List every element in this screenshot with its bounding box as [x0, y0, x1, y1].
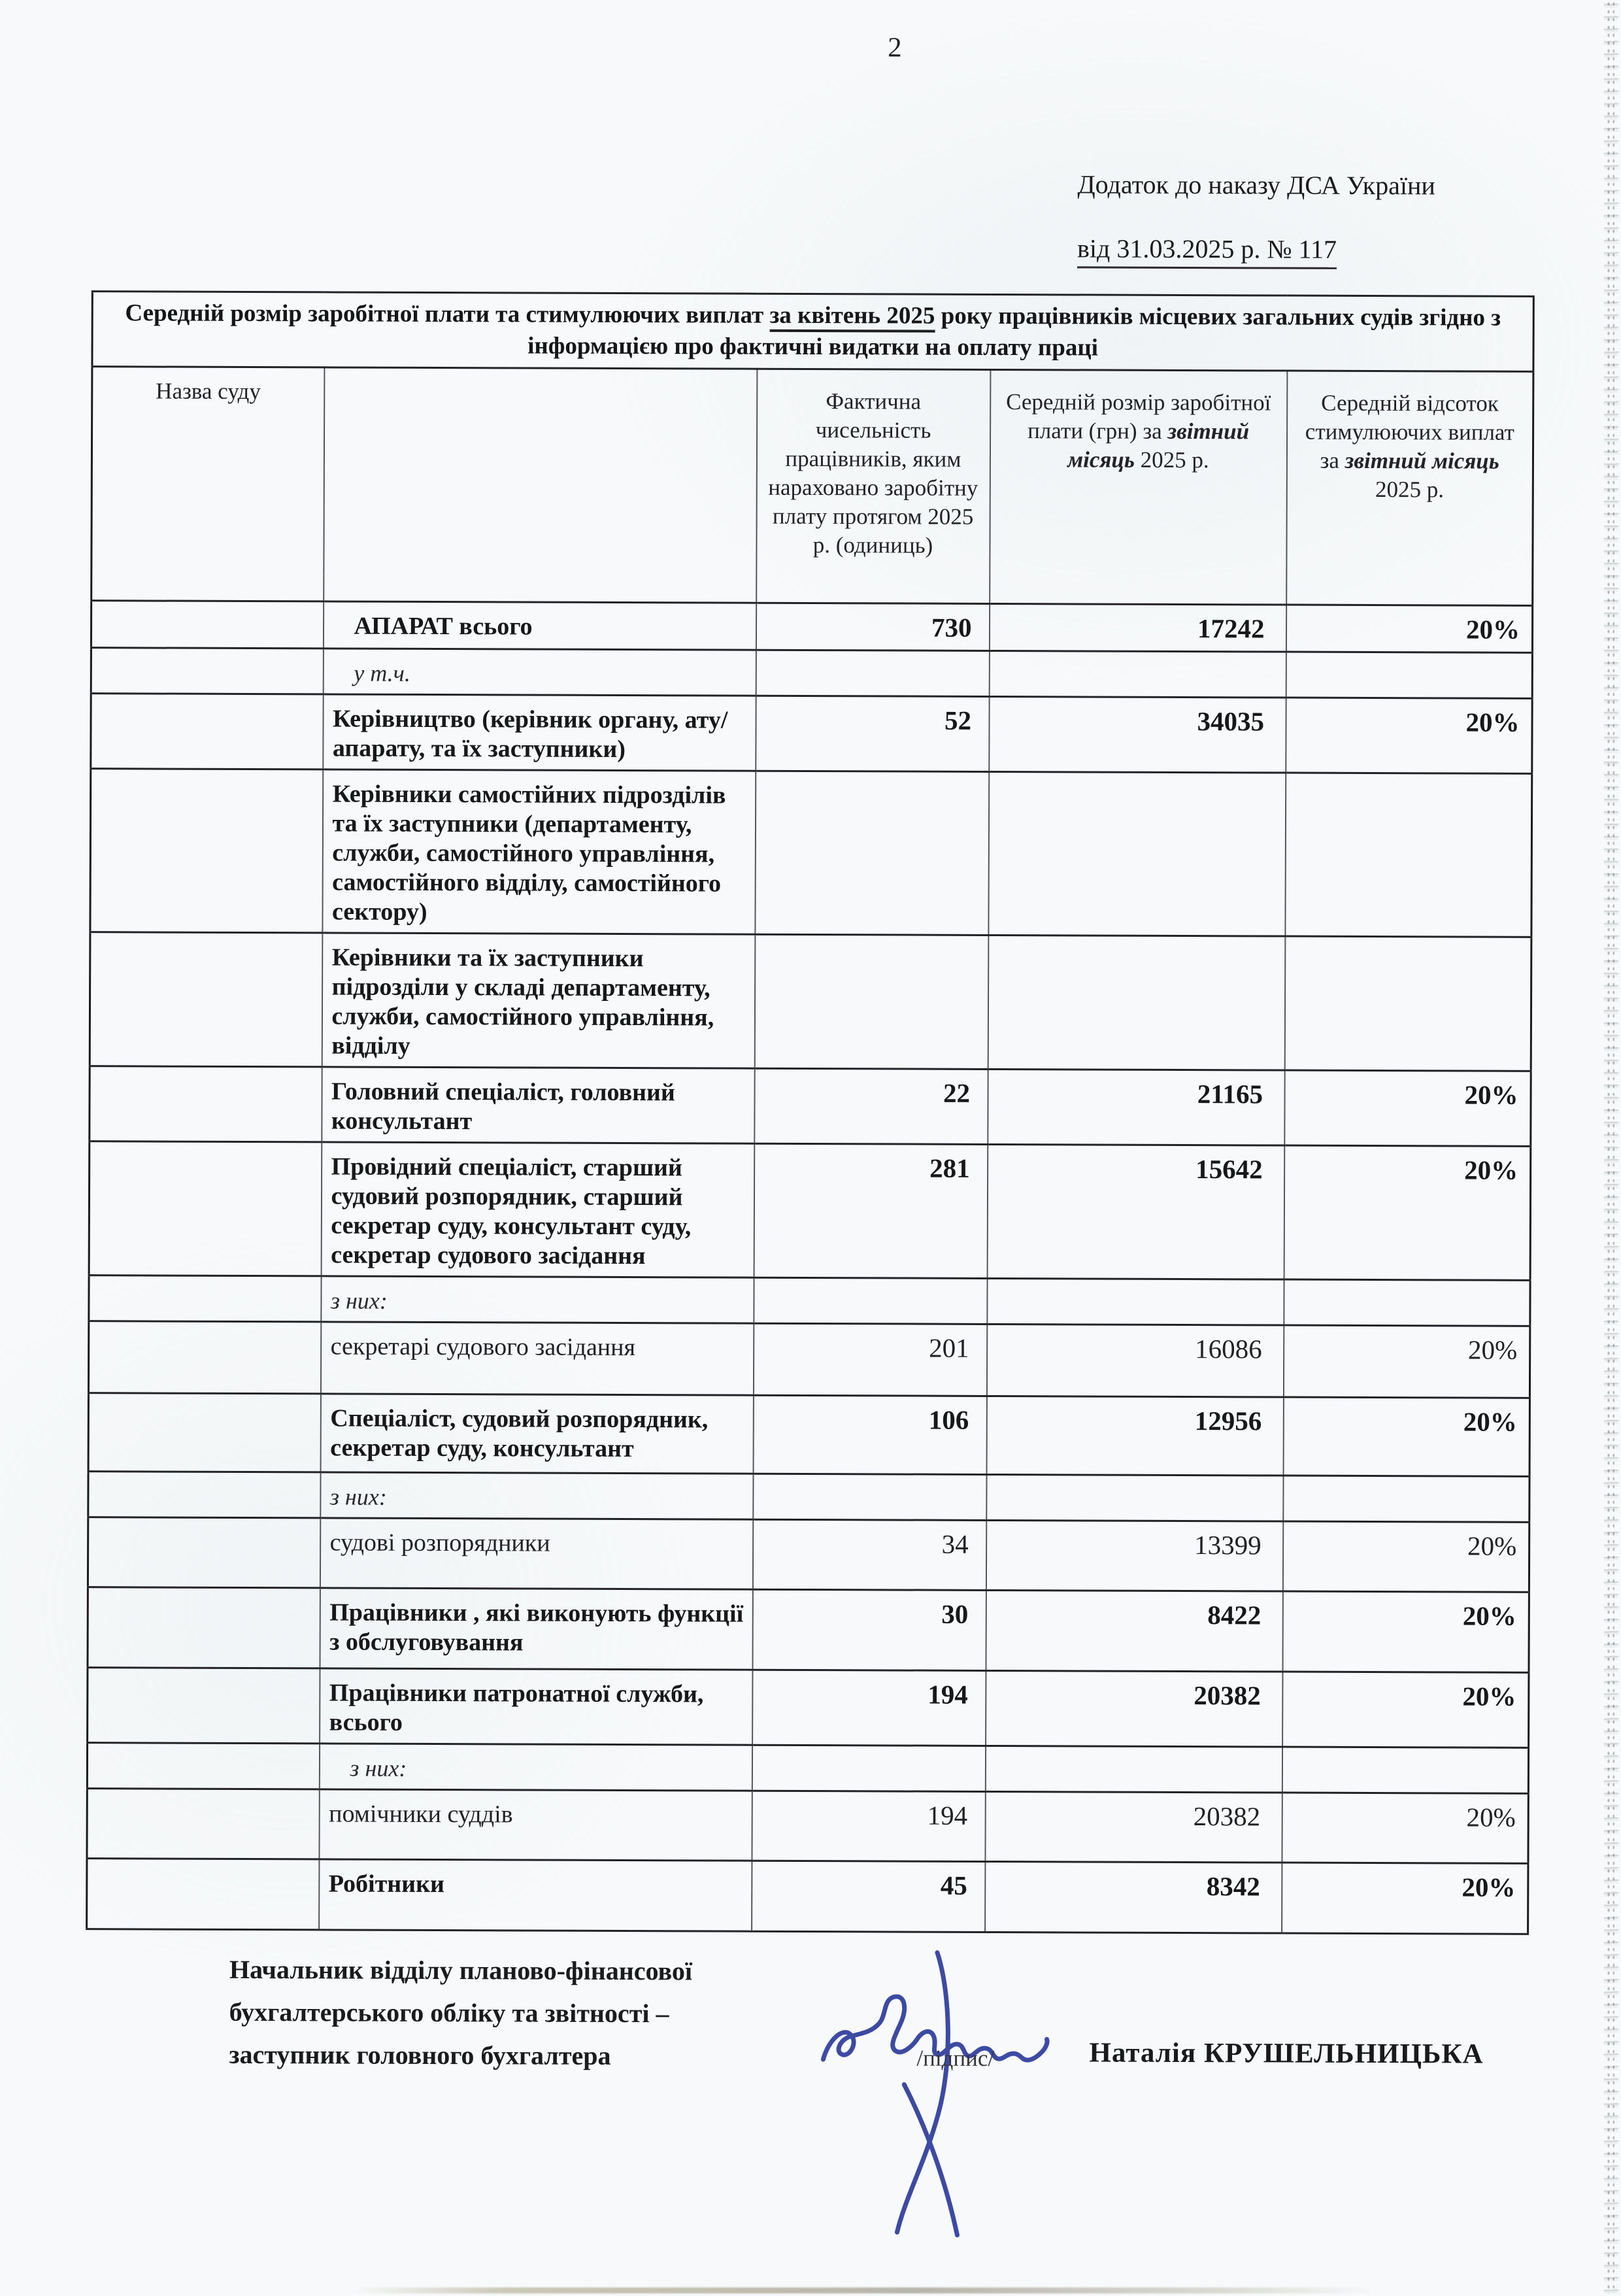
court-name-cell: [88, 1393, 320, 1472]
salary-report-table: [86, 290, 1535, 1935]
text-segment: 2025 р.: [1134, 447, 1209, 473]
table-row: [90, 769, 1532, 937]
avg-salary-cell: [985, 1746, 1282, 1793]
row-label-cell: Керівники та їх заступники підрозділи у складі департаменту, служби, самостійного управління, відділу: [322, 933, 755, 1068]
headcount-cell: 106: [753, 1395, 986, 1474]
stimulation-percent-cell: [1285, 773, 1532, 937]
signer-position-line: бухгалтерського обліку та звітності –: [229, 1997, 669, 2029]
headcount-cell: [755, 771, 989, 935]
column-header-2: [324, 367, 757, 603]
court-name-cell: [91, 601, 323, 649]
column-header-3: Фактична чисельність працівників, яким нараховано заробітну плату протягом 2025 р. (одиниць): [756, 369, 990, 603]
stimulation-percent-cell: [1282, 1747, 1528, 1793]
headcount-cell: 22: [754, 1068, 988, 1144]
row-label-cell: Керівники самостійних підрозділів та їх заступники (департаменту, служби, самостійного управління, самостійного відділу, самостійного сектору): [322, 769, 756, 934]
headcount-cell: 52: [756, 696, 989, 771]
court-name-cell: [88, 1472, 320, 1518]
table-row: [90, 1066, 1531, 1147]
avg-salary-cell: 12956: [986, 1396, 1283, 1476]
stimulation-percent-cell: 20%: [1282, 1672, 1529, 1747]
avg-salary-cell: 8342: [985, 1861, 1282, 1933]
table-row: [88, 1393, 1529, 1477]
stimulation-percent-cell: [1283, 1476, 1529, 1522]
row-label-cell: з них:: [319, 1744, 752, 1791]
headcount-cell: [756, 650, 989, 696]
avg-salary-cell: 20382: [986, 1670, 1282, 1747]
row-label-cell: секретарі судового засідання: [320, 1322, 753, 1395]
table-row: [89, 1275, 1530, 1326]
table-row: [89, 1141, 1531, 1281]
headcount-cell: 194: [752, 1791, 985, 1861]
column-header-4: [990, 369, 1287, 605]
court-name-cell: [89, 1275, 321, 1322]
court-name-cell: [90, 932, 322, 1067]
column-header-row: [92, 367, 1533, 606]
avg-salary-cell: 13399: [986, 1520, 1282, 1591]
avg-salary-cell: [989, 650, 1286, 698]
stimulation-percent-cell: 20%: [1284, 1070, 1531, 1146]
row-label-cell: Спеціаліст, судовий розпорядник, секретар суду, консультант: [320, 1394, 753, 1474]
court-name-cell: [91, 694, 323, 769]
stimulation-percent-cell: 20%: [1286, 698, 1532, 773]
appendix-note: [1077, 169, 1435, 269]
headcount-cell: 201: [753, 1323, 986, 1396]
court-name-cell: [88, 1517, 320, 1588]
avg-salary-cell: 15642: [987, 1144, 1284, 1279]
text-segment: 2025 р.: [1375, 477, 1445, 503]
court-name-cell: [89, 1141, 322, 1276]
avg-salary-cell: [988, 771, 1286, 936]
signature-caption: /підпис/: [916, 2045, 995, 2071]
row-label-cell: Працівники , які виконують функції з обслуговування: [320, 1588, 752, 1670]
signer-name: Наталія КРУШЕЛЬНИЦЬКА: [1089, 2037, 1484, 2070]
row-label-cell: з них:: [320, 1472, 753, 1519]
page-number: 2: [888, 32, 902, 63]
text-segment: Середній відсоток стимулюючих виплат за: [1305, 390, 1514, 473]
stimulation-percent-cell: [1284, 936, 1531, 1071]
table-title-row: [92, 292, 1533, 372]
column-header-1: Назва суду: [92, 367, 324, 601]
headcount-cell: [752, 1745, 985, 1791]
signer-position-line: Начальник відділу планово-фінансової: [229, 1954, 693, 1986]
table-title: [92, 292, 1533, 372]
row-label-cell: Провідний спеціаліст, старший судовий розпорядник, старший секретар суду, консультант суду, секретар судового засідання: [321, 1142, 754, 1277]
table-row: [88, 1517, 1529, 1593]
row-label-cell: з них:: [321, 1276, 754, 1323]
handwritten-signature: [805, 1934, 1133, 2262]
headcount-cell: [753, 1474, 986, 1520]
text-segment: року працівників місцевих загальних судів згідно з інформацією про фактичні видатки на оплату праці: [527, 302, 1501, 362]
row-label-cell: помічники суддів: [319, 1789, 752, 1861]
court-name-cell: [90, 1066, 322, 1142]
headcount-cell: 194: [752, 1670, 986, 1746]
row-label-cell: Головний спеціаліст, головний консультант: [322, 1067, 754, 1143]
court-name-cell: [87, 1789, 319, 1859]
emphasized-text: звітний місяць: [1345, 447, 1499, 474]
headcount-cell: 730: [756, 603, 989, 650]
avg-salary-cell: 20382: [985, 1791, 1282, 1863]
headcount-cell: 34: [752, 1519, 986, 1590]
emphasized-text: звітний місяць: [1067, 418, 1250, 473]
row-label-cell: Працівники патронатної служби, всього: [320, 1668, 752, 1745]
table-row: [87, 1743, 1528, 1794]
court-name-cell: [90, 769, 323, 933]
table-row: [88, 1587, 1529, 1673]
stimulation-percent-cell: 20%: [1283, 1397, 1529, 1476]
headcount-cell: [754, 1277, 987, 1324]
table-row: [88, 1472, 1529, 1523]
avg-salary-cell: 34035: [989, 696, 1286, 773]
table-row: [88, 1668, 1529, 1748]
appendix-order-ref: від 31.03.2025 р. № 117: [1077, 233, 1337, 269]
table-row: [91, 601, 1532, 653]
stimulation-percent-cell: 20%: [1282, 1591, 1529, 1672]
avg-salary-cell: [986, 1474, 1283, 1521]
stimulation-percent-cell: 20%: [1282, 1863, 1528, 1934]
signer-position-line: заступник головного бухгалтера: [229, 2039, 611, 2070]
column-header-5: [1286, 371, 1533, 605]
table-row: [91, 648, 1532, 699]
appendix-line1: Додаток до наказу ДСА України: [1077, 169, 1435, 201]
row-label-cell: Робітники: [319, 1859, 752, 1931]
headcount-cell: 45: [752, 1861, 985, 1932]
stimulation-percent-cell: 20%: [1286, 605, 1532, 652]
court-name-cell: [88, 1321, 320, 1394]
stimulation-percent-cell: [1286, 652, 1532, 698]
signature-ink-strokes: [822, 1952, 1047, 2235]
headcount-cell: [754, 934, 988, 1069]
text-segment: Середній розмір заробітної плати та стимулюючих виплат: [125, 299, 770, 329]
avg-salary-cell: [988, 935, 1285, 1070]
table-row: [87, 1859, 1528, 1934]
avg-salary-cell: 21165: [988, 1069, 1284, 1145]
table-row: [90, 932, 1531, 1072]
court-name-cell: [87, 1859, 319, 1930]
court-name-cell: [87, 1743, 319, 1789]
row-label-cell: судові розпорядники: [320, 1518, 752, 1589]
table-row: [91, 694, 1532, 774]
avg-salary-cell: 8422: [986, 1590, 1282, 1672]
headcount-cell: 281: [754, 1143, 988, 1278]
avg-salary-cell: [987, 1278, 1284, 1325]
court-name-cell: [88, 1668, 320, 1744]
headcount-cell: 30: [752, 1589, 986, 1670]
stimulation-percent-cell: [1284, 1279, 1530, 1326]
text-segment: Середній розмір заробітної плати (грн) за: [1006, 389, 1271, 444]
stimulation-percent-cell: 20%: [1282, 1793, 1528, 1863]
court-name-cell: [91, 648, 323, 694]
underlined-text: за квітень 2025: [769, 302, 935, 333]
row-label-cell: у т.ч.: [323, 649, 756, 696]
avg-salary-cell: 17242: [989, 603, 1286, 652]
stimulation-percent-cell: 20%: [1283, 1325, 1529, 1398]
stimulation-percent-cell: 20%: [1284, 1145, 1531, 1280]
court-name-cell: [88, 1587, 320, 1668]
avg-salary-cell: 16086: [986, 1324, 1283, 1397]
stimulation-percent-cell: 20%: [1282, 1521, 1529, 1592]
table-row: [87, 1789, 1528, 1864]
table-row: [88, 1321, 1529, 1398]
signer-position: [229, 1948, 700, 2078]
row-label-cell: Керівництво (керівник органу, ату/апарату, та їх заступники): [323, 694, 756, 771]
row-label-cell: АПАРАТ всього: [323, 601, 756, 650]
